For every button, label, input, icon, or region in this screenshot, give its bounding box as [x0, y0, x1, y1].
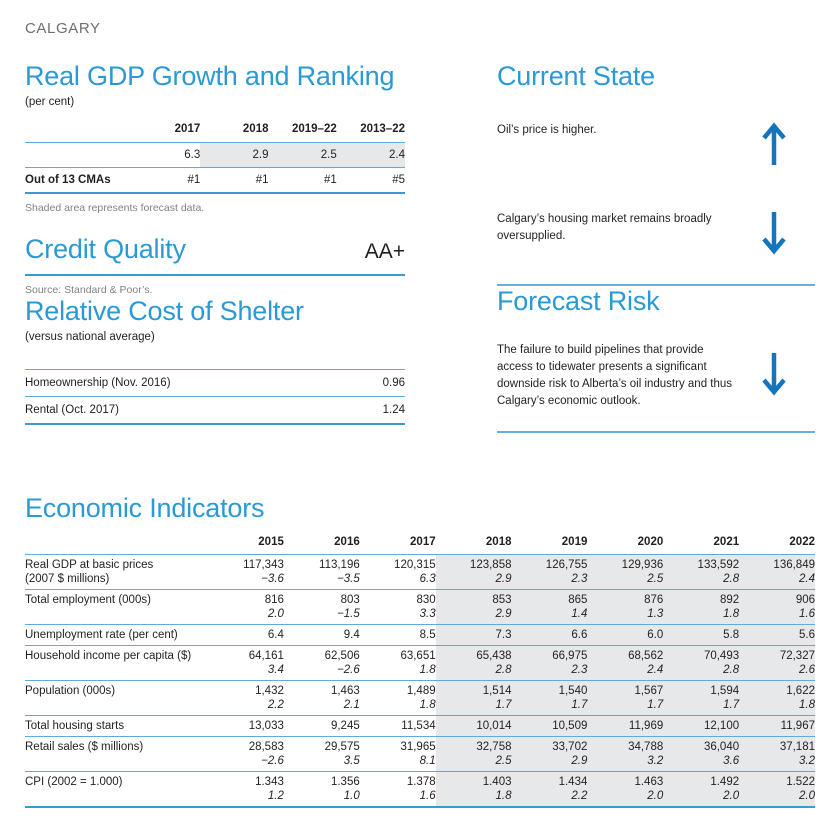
- indicator-value-cell: [663, 716, 739, 737]
- indicator-value-cell: [208, 737, 284, 772]
- gdp-growth-row: [25, 143, 405, 168]
- indicator-value: 1,622: [786, 685, 815, 697]
- indicator-value-cell: [360, 555, 436, 590]
- credit-quality-row: [25, 234, 405, 265]
- year-column-header: 2013–22: [337, 123, 405, 143]
- indicator-value: 11,534: [401, 720, 436, 732]
- current-state-item: [497, 211, 815, 260]
- indicator-value: 34,788: [628, 741, 664, 753]
- shelter-row-value: 1.24: [315, 397, 405, 425]
- credit-quality-title: Credit Quality: [25, 234, 186, 264]
- indicator-growth-value: 2.8: [495, 664, 512, 676]
- current-state-item-text: Oil’s price is higher.: [497, 124, 597, 136]
- down-arrow-icon: [761, 211, 815, 260]
- indicator-growth-value: 2.0: [723, 790, 740, 802]
- gdp-ranking-cell: #1: [132, 168, 200, 194]
- indicator-row-label: [25, 737, 208, 772]
- indicator-value: 6.0: [647, 629, 664, 641]
- indicator-growth-value: 2.9: [495, 573, 512, 585]
- indicator-value-cell: [436, 590, 512, 625]
- indicator-row: [25, 772, 815, 808]
- indicator-value: 129,936: [621, 559, 664, 571]
- shelter-table: [25, 369, 405, 425]
- indicator-growth-value: 2.0: [799, 790, 815, 802]
- indicator-value-cell: [284, 716, 360, 737]
- indicator-growth-value: 2.2: [571, 790, 588, 802]
- indicator-value: 1.356: [330, 776, 360, 788]
- indicator-row-label: [25, 625, 208, 646]
- forecast-risk-item: [497, 342, 815, 410]
- empty-header-cell: [25, 536, 208, 555]
- indicator-value: 6.6: [571, 629, 588, 641]
- indicator-value-cell: [436, 555, 512, 590]
- indicator-value-cell: [739, 681, 815, 716]
- indicator-value: 1,489: [406, 685, 436, 697]
- shelter-section: [25, 296, 405, 425]
- indicator-row-label: [25, 716, 208, 737]
- top-grid: [25, 61, 815, 465]
- left-column: [25, 61, 405, 465]
- year-column-header: 2022: [739, 536, 815, 555]
- indicator-value: 136,849: [773, 559, 815, 571]
- gdp-table-header-row: [25, 123, 405, 143]
- indicator-value-cell: [739, 555, 815, 590]
- indicator-value: 906: [795, 594, 815, 606]
- econ-table-header-row: [25, 536, 815, 555]
- indicator-value: 7.3: [495, 629, 512, 641]
- indicator-value: 892: [719, 594, 740, 606]
- indicator-value-cell: [739, 625, 815, 646]
- indicator-value: 133,592: [697, 559, 740, 571]
- indicator-growth-value: 1.8: [419, 664, 436, 676]
- up-arrow-icon: [761, 122, 815, 171]
- current-state-title: Current State: [497, 61, 655, 91]
- indicator-growth-value: 1.8: [495, 790, 512, 802]
- current-state-item-text: Calgary’s housing market remains broadly oversupplied.: [497, 213, 712, 242]
- indicator-value-cell: [739, 716, 815, 737]
- section-divider: [497, 431, 815, 433]
- indicator-growth-value: −2.6: [261, 755, 284, 767]
- indicator-value: 853: [492, 594, 512, 606]
- indicator-value-cell: [436, 772, 512, 808]
- indicator-growth-value: 2.0: [647, 790, 664, 802]
- indicator-value-cell: [436, 646, 512, 681]
- indicator-row: [25, 625, 815, 646]
- indicator-value: 876: [644, 594, 664, 606]
- indicator-value-cell: [587, 590, 663, 625]
- indicator-growth-value: 1.8: [723, 608, 740, 620]
- indicator-value: 123,858: [469, 559, 512, 571]
- indicator-value-cell: [436, 716, 512, 737]
- indicator-growth-value: −3.6: [261, 573, 284, 585]
- indicator-growth-value: 3.6: [723, 755, 740, 767]
- indicator-value-cell: [284, 681, 360, 716]
- year-column-header: 2017: [360, 536, 436, 555]
- indicator-value: 1.378: [406, 776, 436, 788]
- indicator-value-cell: [663, 681, 739, 716]
- indicator-value-cell: [284, 625, 360, 646]
- shelter-section-subtitle: (versus national average): [25, 331, 155, 343]
- indicator-value-cell: [208, 625, 284, 646]
- indicator-value: 1.522: [786, 776, 815, 788]
- indicator-value: 11,969: [628, 720, 664, 732]
- indicator-label: Population (000s): [25, 685, 116, 697]
- current-state-section: [497, 61, 815, 286]
- indicator-value-cell: [360, 772, 436, 808]
- shelter-row-value: 0.96: [315, 370, 405, 397]
- year-column-header: 2018: [200, 123, 268, 143]
- indicator-label: Retail sales ($ millions): [25, 741, 144, 753]
- gdp-growth-cell: 2.5: [269, 143, 337, 168]
- indicator-value: 33,702: [552, 741, 588, 753]
- indicator-growth-value: 3.4: [267, 664, 284, 676]
- indicator-value-cell: [663, 646, 739, 681]
- indicator-value: 70,493: [703, 650, 740, 662]
- indicator-growth-value: 1.3: [647, 608, 664, 620]
- indicator-row-label: [25, 555, 208, 590]
- indicator-value-cell: [208, 555, 284, 590]
- indicator-label: Real GDP at basic prices: [25, 559, 154, 571]
- indicator-value-cell: [360, 737, 436, 772]
- indicator-value: 6.4: [267, 629, 284, 641]
- indicator-growth-value: 2.6: [799, 664, 815, 676]
- indicator-value: 1,463: [330, 685, 360, 697]
- indicator-value-cell: [663, 555, 739, 590]
- forecast-risk-title: Forecast Risk: [497, 286, 660, 316]
- indicator-growth-value: 1.6: [419, 790, 436, 802]
- indicator-growth-value: 3.2: [647, 755, 664, 767]
- indicator-value: 28,583: [248, 741, 284, 753]
- gdp-section-title: Real GDP Growth and Ranking: [25, 61, 395, 91]
- indicator-growth-value: 1.0: [343, 790, 360, 802]
- indicator-value-cell: [360, 590, 436, 625]
- indicator-value: 816: [264, 594, 284, 606]
- indicator-row: [25, 555, 815, 590]
- indicator-value: 10,509: [552, 720, 588, 732]
- indicator-value-cell: [208, 590, 284, 625]
- indicator-growth-value: 6.3: [419, 573, 436, 585]
- shelter-section-title: Relative Cost of Shelter: [25, 296, 304, 326]
- indicator-growth-value: 2.3: [571, 573, 588, 585]
- empty-label-cell: [25, 143, 132, 168]
- indicator-label: Total housing starts: [25, 720, 125, 732]
- indicator-value-cell: [512, 625, 588, 646]
- gdp-section: [25, 61, 405, 214]
- indicator-value-cell: [587, 646, 663, 681]
- indicator-value-cell: [436, 681, 512, 716]
- indicator-value: 830: [416, 594, 436, 606]
- gdp-ranking-cell: #1: [200, 168, 268, 194]
- year-column-header: 2015: [208, 536, 284, 555]
- region-label: CALGARY: [25, 20, 101, 37]
- indicator-row-label: [25, 681, 208, 716]
- indicator-row: [25, 681, 815, 716]
- indicator-sublabel: (2007 $ millions): [25, 573, 110, 585]
- indicator-value: 64,161: [248, 650, 284, 662]
- indicator-value: 13,033: [248, 720, 284, 732]
- indicator-value: 37,181: [779, 741, 815, 753]
- indicator-value: 11,967: [780, 720, 815, 732]
- indicator-value: 5.8: [723, 629, 740, 641]
- indicator-value-cell: [284, 737, 360, 772]
- indicator-value-cell: [360, 716, 436, 737]
- indicator-growth-value: 3.3: [419, 608, 436, 620]
- indicator-value-cell: [512, 737, 588, 772]
- indicator-value: 29,575: [324, 741, 360, 753]
- credit-rating-value: AA+: [364, 240, 405, 263]
- indicator-growth-value: −1.5: [337, 608, 360, 620]
- forecast-note: Shaded area represents forecast data.: [25, 202, 205, 214]
- indicator-growth-value: 1.7: [495, 699, 512, 711]
- indicator-value: 62,506: [324, 650, 360, 662]
- indicator-growth-value: 3.5: [343, 755, 360, 767]
- gdp-growth-cell: 2.9: [200, 143, 268, 168]
- year-column-header: 2019–22: [269, 123, 337, 143]
- empty-header-cell: [25, 123, 132, 143]
- gdp-growth-cell: 2.4: [337, 143, 405, 168]
- indicator-growth-value: 3.2: [799, 755, 815, 767]
- current-state-item: [497, 122, 815, 171]
- economic-indicators-table: [25, 536, 815, 808]
- indicator-value-cell: [587, 555, 663, 590]
- indicator-growth-value: 8.1: [419, 755, 436, 767]
- indicator-value: 1,540: [558, 685, 588, 697]
- indicator-label: CPI (2002 = 1.000): [25, 776, 123, 788]
- indicator-value: 1.434: [558, 776, 588, 788]
- gdp-section-subtitle: (per cent): [25, 96, 75, 108]
- indicator-value: 8.5: [419, 629, 436, 641]
- indicator-value: 1.403: [482, 776, 512, 788]
- indicator-growth-value: 2.9: [495, 608, 512, 620]
- indicator-value: 1.343: [255, 776, 284, 788]
- indicator-value-cell: [512, 590, 588, 625]
- indicator-value-cell: [284, 555, 360, 590]
- indicator-growth-value: 1.7: [647, 699, 664, 711]
- indicator-value-cell: [739, 646, 815, 681]
- indicator-value: 120,315: [394, 559, 436, 571]
- indicator-value: 72,327: [779, 650, 815, 662]
- year-column-header: 2021: [663, 536, 739, 555]
- forecast-risk-item-text: The failure to build pipelines that provide access to tidewater presents a significant downside risk to Alberta’s oil industry and thus Calgary’s economic outlook.: [497, 344, 733, 407]
- year-column-header: 2017: [132, 123, 200, 143]
- shelter-table-row: [25, 370, 405, 397]
- indicator-value-cell: [284, 590, 360, 625]
- indicator-value: 31,965: [400, 741, 436, 753]
- indicator-value-cell: [663, 772, 739, 808]
- gdp-ranking-cell: #5: [337, 168, 405, 194]
- indicator-growth-value: 1.6: [799, 608, 815, 620]
- indicator-value: 1.463: [634, 776, 664, 788]
- indicator-value: 9,245: [330, 720, 360, 732]
- year-column-header: 2020: [587, 536, 663, 555]
- indicator-row: [25, 737, 815, 772]
- indicator-growth-value: 1.7: [723, 699, 740, 711]
- forecast-risk-section: [497, 286, 815, 433]
- credit-quality-section: [25, 234, 405, 296]
- gdp-growth-cell: 6.3: [132, 143, 200, 168]
- down-arrow-icon: [761, 352, 815, 401]
- indicator-growth-value: 2.5: [647, 573, 664, 585]
- indicator-value: 9.4: [343, 629, 360, 641]
- indicator-value-cell: [208, 681, 284, 716]
- indicator-label: Household income per capita ($): [25, 650, 192, 662]
- indicator-value: 36,040: [703, 741, 740, 753]
- indicator-growth-value: 2.0: [267, 608, 284, 620]
- indicator-value-cell: [284, 772, 360, 808]
- indicator-value: 1,432: [255, 685, 284, 697]
- indicator-value: 10,014: [476, 720, 512, 732]
- indicator-value-cell: [512, 646, 588, 681]
- indicator-growth-value: −3.5: [337, 573, 360, 585]
- indicator-value-cell: [587, 716, 663, 737]
- shelter-row-label: Rental (Oct. 2017): [25, 397, 315, 425]
- indicator-value-cell: [739, 772, 815, 808]
- indicator-value: 113,196: [319, 559, 360, 571]
- indicator-label: Unemployment rate (per cent): [25, 629, 178, 641]
- ranking-row-label: Out of 13 CMAs: [25, 168, 132, 194]
- indicator-row-label: [25, 646, 208, 681]
- indicator-growth-value: 1.2: [267, 790, 284, 802]
- indicator-growth-value: 1.7: [571, 699, 588, 711]
- indicator-growth-value: 2.5: [495, 755, 512, 767]
- year-column-header: 2016: [284, 536, 360, 555]
- indicator-value-cell: [739, 590, 815, 625]
- indicator-value: 12,100: [703, 720, 740, 732]
- indicator-growth-value: 2.2: [267, 699, 284, 711]
- indicator-value: 1,567: [634, 685, 664, 697]
- indicator-value-cell: [360, 681, 436, 716]
- indicator-value-cell: [208, 716, 284, 737]
- indicator-row: [25, 646, 815, 681]
- indicator-growth-value: 2.8: [723, 664, 740, 676]
- indicator-value-cell: [663, 737, 739, 772]
- indicator-value: 803: [340, 594, 360, 606]
- gdp-ranking-cell: #1: [269, 168, 337, 194]
- indicator-value: 68,562: [628, 650, 664, 662]
- indicator-value-cell: [663, 625, 739, 646]
- indicator-value: 117,343: [243, 559, 284, 571]
- indicator-value-cell: [587, 681, 663, 716]
- indicator-growth-value: 2.8: [723, 573, 740, 585]
- indicator-value-cell: [436, 737, 512, 772]
- indicator-row: [25, 590, 815, 625]
- indicator-value: 1,594: [710, 685, 740, 697]
- indicator-value: 126,755: [545, 559, 588, 571]
- indicator-value: 66,975: [552, 650, 588, 662]
- shelter-table-row: [25, 397, 405, 425]
- indicator-growth-value: 1.8: [799, 699, 815, 711]
- indicator-value-cell: [587, 737, 663, 772]
- credit-underline: [25, 274, 405, 276]
- indicator-value-cell: [663, 590, 739, 625]
- indicator-label: Total employment (000s): [25, 594, 151, 606]
- indicator-growth-value: 2.9: [571, 755, 588, 767]
- indicator-value: 1.492: [710, 776, 740, 788]
- indicator-row-label: [25, 590, 208, 625]
- indicator-growth-value: 2.1: [343, 699, 360, 711]
- indicator-value-cell: [512, 555, 588, 590]
- indicator-growth-value: 2.4: [799, 573, 815, 585]
- indicator-value: 63,651: [400, 650, 436, 662]
- indicator-row: [25, 716, 815, 737]
- indicator-value-cell: [360, 646, 436, 681]
- indicator-value-cell: [360, 625, 436, 646]
- indicator-value-cell: [512, 772, 588, 808]
- gdp-table: [25, 123, 405, 194]
- indicator-value-cell: [436, 625, 512, 646]
- indicator-value-cell: [512, 681, 588, 716]
- year-column-header: 2019: [512, 536, 588, 555]
- indicator-value-cell: [739, 737, 815, 772]
- indicator-growth-value: −2.6: [337, 664, 360, 676]
- indicator-value: 5.6: [799, 629, 815, 641]
- indicator-growth-value: 2.4: [647, 664, 664, 676]
- indicator-value-cell: [208, 646, 284, 681]
- right-column: [497, 61, 815, 465]
- indicator-value-cell: [284, 646, 360, 681]
- gdp-ranking-row: [25, 168, 405, 194]
- indicator-value-cell: [512, 716, 588, 737]
- indicator-row-label: [25, 772, 208, 808]
- indicator-value: 32,758: [476, 741, 512, 753]
- indicator-value: 865: [568, 594, 588, 606]
- credit-source: Source: Standard & Poor’s.: [25, 284, 153, 296]
- economic-indicators-title: Economic Indicators: [25, 493, 265, 523]
- indicator-value-cell: [208, 772, 284, 808]
- indicator-value-cell: [587, 625, 663, 646]
- indicator-value: 65,438: [476, 650, 512, 662]
- indicator-growth-value: 2.3: [571, 664, 588, 676]
- indicator-value: 1,514: [482, 685, 512, 697]
- shelter-row-label: Homeownership (Nov. 2016): [25, 370, 315, 397]
- economic-indicators-section: [25, 493, 815, 808]
- indicator-value-cell: [587, 772, 663, 808]
- indicator-growth-value: 1.4: [571, 608, 588, 620]
- year-column-header: 2018: [436, 536, 512, 555]
- indicator-growth-value: 1.8: [419, 699, 436, 711]
